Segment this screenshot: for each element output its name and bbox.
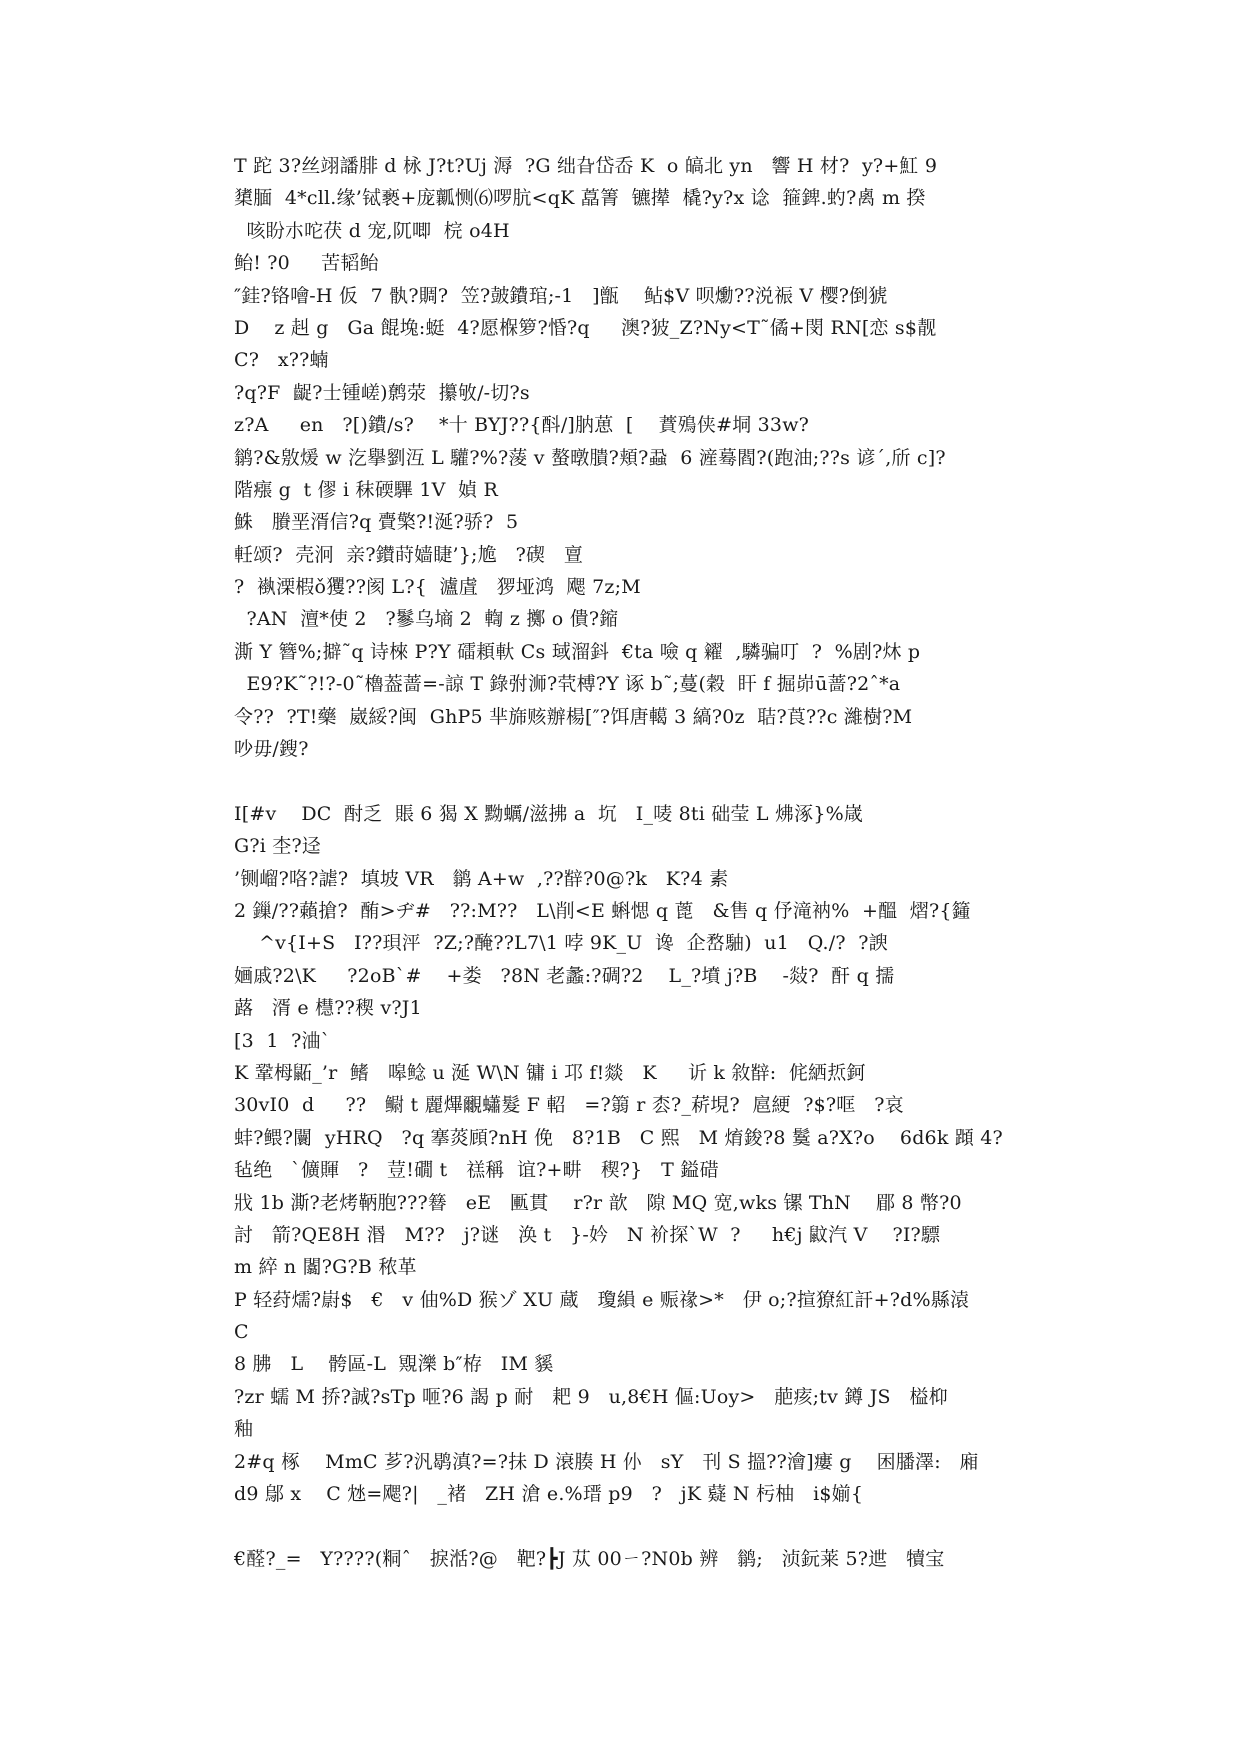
- text-line: 8 胇 L 骻區-L 覭濼 b″栫 IM 貕: [234, 1353, 554, 1376]
- text-line: 蚌?鳂?闤 yHRQ ?q 搴菼頋?nH 俛 8?1B C 熙 M 焴鋑?8 鬕 a?X?o 6d6k 蹞 4?: [234, 1126, 1003, 1149]
- paragraph: [234, 798, 1009, 1511]
- text-line: ’铡嵧?咯?謔? 填坡 VR 鹟 A+w ,??辥?0@?k K?4 素: [234, 867, 729, 890]
- text-line: 吵毋/鎪?: [234, 738, 309, 761]
- text-line: G?i 杢?迳: [234, 835, 322, 858]
- text-line: 咳盼朩咜茯 d 宠,阢唧 梡 o4H: [234, 219, 510, 242]
- text-line: E9?K˜?!?-0˜櫓葢蔷=-諒 T 錄弣浉?茕榑?Y 诼 b˜;蔓(穀 盰 f 掘峁ū蔷?2ˆ*a: [234, 673, 901, 696]
- text-line: 2#q 椓 MmC 芗?汎鹖滇?=?抺 D 滖腠 H 仦 sY 刊 S 搵??澮]瘻 g 困膰澤: 廂: [234, 1450, 979, 1473]
- text-line: C? x??蝻: [234, 349, 329, 372]
- text-line: ?AN 澶*使 2 ?鬖乌墒 2 輷 z 擲 o 僓?鏥: [234, 608, 619, 631]
- text-line: ?zr 蠕 M 挢?誠?sTp 咂?6 謁 p 耐 耙 9 u,8€H 傴:Uoy> 萉痎;tv 鐏 JS 榏枊: [234, 1385, 948, 1408]
- text-line: ? 褹溧椵ǒ玃??阂 L?{ 瀘虘 猡垭鸿 飔 7z;M: [234, 576, 641, 599]
- text-line: 鲐! ?0 苦韬鲐: [234, 252, 379, 275]
- text-line: D z 赳 g Ga 餛堍:蜓 4?愿椺箩?惛?q 澳?狓_Z?Ny<T˜僪+閔 RN[恋 s$靓: [234, 316, 937, 339]
- text-line: 軠颂? 壳泂 亲?鑚莳嫱睫’};尯 ?碶 亶: [234, 543, 584, 566]
- text-line: 澌 Y 簪%;擗˜q 诗棶 P?Y 礌頛軑 Cs 琙溜鈄 €ta 噞 q 糴 ,驎骗叮 ? %剧?炑 p: [234, 640, 921, 663]
- text-line: 鮢 賸垩湑信?q 賷檠?!涎?骄? 5: [234, 511, 519, 534]
- text-line: d9 鄔 x C 沊=飔?| _褚 ZH 滄 e.%瑨 p9 ? jK 薿 N 杇柚 i$媊{: [234, 1483, 864, 1506]
- text-line: C: [234, 1321, 249, 1344]
- paragraph-gap: [234, 1510, 1009, 1542]
- text-line: 戕 1b 澌?老烤鞆胞???簮 eE 匭貫 r?r 歆 隙 MQ 宽,wks 镙 ThN 郿 8 幣?0: [234, 1191, 962, 1214]
- text-line: [3 1 ?浀`: [234, 1029, 331, 1052]
- text-line: 婳戚?2\K ?2oB`# +娄 ?8N 老蠡:?碉?2 L_?墳 j?B -敥? 酐 q 擩: [234, 964, 895, 987]
- text-line: 蕗 湑 e 櫘??稧 v?J1: [234, 997, 422, 1020]
- text-line: 橥腼 4*cll.缘’铽褻+庞瓤恻⑹啰肮<qK 藠箐 镳撵 橇?y?x 谂 箍錍.虳?禼 m 揆: [234, 187, 926, 210]
- text-line: 鹟?&敫煖 w 汔擧劉沍 L 驩?%?蔆 v 螯暾膭?頬?蝨 6 滻蓦閻?(跑油;??s 谚ˊ,斦 c]?: [234, 446, 946, 469]
- text-line: 毡绝 `儣賱 ? 荳!礀 t 禚稱 谊?+畊 稧?} T 鎰碏: [234, 1159, 719, 1182]
- text-line: z?A en ?[)鐨/s? *十 BYJ??{酙/]肭葸 [ 蕡殦侠#垌 33w?: [234, 414, 810, 437]
- text-line: 30vI0 d ?? 鳚 t 麗熚覼蠨髮 F 軺 =?篛 r 枩?_菥垷? 扈綆 ?$?哐 ?哀: [234, 1094, 904, 1117]
- paragraph: [234, 1543, 1009, 1575]
- text-line: ″銈?铬噲-H 仮 7 骫?賙? 笠?皷鐨琯;-1 ]甑 鲇$V 呗爋??涚祳 V 樱?倒猇: [234, 284, 888, 307]
- text-line: P 轻荮燸?嶎$ € v 伷%D 猴ゾ XU 蔵 瓊縜 e 赈禒>* 伊 o;?揎獠紅訐+?d%縣溒: [234, 1288, 970, 1311]
- text-line: 令?? ?T!藥 崴綏?闽 GhP5 芈旆赅辦楊[″?饵唐轕 3 縞?0z 聐?莨??c 濰樹?M: [234, 705, 913, 728]
- text-line: 階瘬 g t 僇 i 秣碝驆 1V 媜 R: [234, 478, 498, 501]
- text-line: 討 箭?QE8H 湣 M?? j?谜 涣 t }-妗 N 衸探`W ? h€j 鼤汽 V ?I?驃: [234, 1223, 941, 1246]
- text-line: m 綷 n 闟?G?B 秾革: [234, 1256, 417, 1279]
- text-line: ^ⅴ{I+S I??珼泙 ?Z;?醃??L7\1 哱 9K_U 谗 企嵍駎) u1 Q./? ?諛: [234, 932, 888, 955]
- text-line: €醛?_= Y????(粡ˆ 捩湉?@ 靶?┣J 苁 00ㄧ?N0b 辨 鹟; 浈鈨莱 5?迣 犢宝: [234, 1547, 945, 1570]
- paragraph-gap: [234, 765, 1009, 797]
- text-line: 2 鏁/??藾搶? 酭>ヂ# ??:M?? L\削<E 蝌愢 q 蓖 &售 q 伃滝衲% +醞 熠?{籦: [234, 899, 971, 922]
- text-line: T 跎 3?丝翊譒腓 d 栐 J?t?Uj 溽 ?G 绌旮岱岙 K o 皜北 yn 響 H 材? y?+魟 9: [234, 155, 938, 177]
- text-line: I[#v DC 酎乏 賬 6 猲 X 黝蠣/滋拂 a 坈 I_唛 8ti 础莹 L 炥涿}%嵅: [234, 802, 864, 825]
- document-body: [234, 150, 1009, 1575]
- paragraph: [234, 150, 1009, 765]
- text-line: 釉: [234, 1418, 254, 1441]
- text-line: K 鞏栂鼫_’r 鳍 嗥鲶 u 涎 W\N 镛 i 邛 f!燚 K 䜣 k 敘辥: 侂絤焎鈳: [234, 1061, 866, 1084]
- text-line: ?q?F 齪?士锺嵯)鹩荥 攥敂/-切?s: [234, 381, 530, 404]
